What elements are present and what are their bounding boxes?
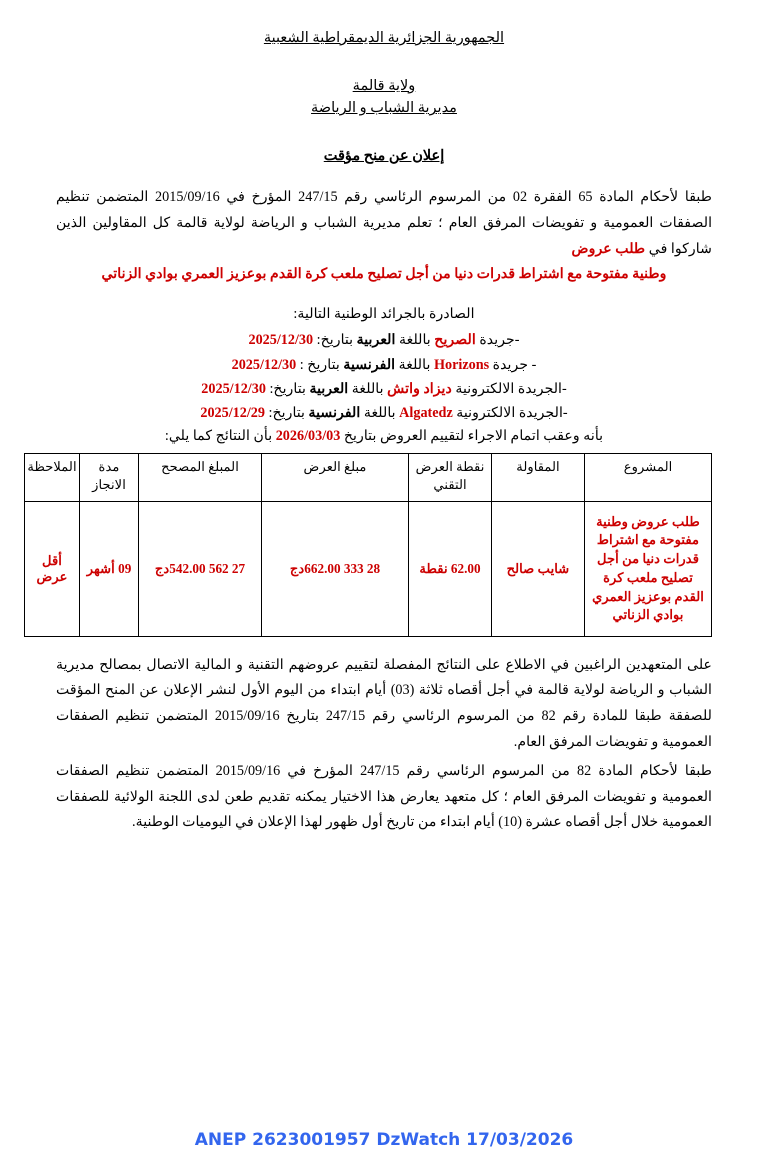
- evaluation-date: 2026/03/03: [275, 427, 341, 444]
- column-header-technical-point: نقطة العرض التقني: [409, 453, 492, 501]
- list-item: [56, 377, 712, 401]
- directorate-line: [56, 97, 712, 119]
- column-header-project: المشروع: [585, 453, 712, 501]
- list-item: [56, 328, 712, 352]
- journals-lead: الصادرة بالجرائد الوطنية التالية:: [293, 305, 475, 322]
- cell-duration: 09 أشهر: [80, 501, 139, 636]
- journal-date: 2025/12/29: [200, 405, 265, 422]
- intro-paragraph: [56, 185, 712, 263]
- journal-date-label: بتاريخ:: [269, 381, 306, 398]
- column-header-corrected-amount: المبلغ المصحح: [139, 453, 262, 501]
- journal-name: Horizons: [433, 356, 490, 373]
- cell-technical-point: 62.00 نقطة: [409, 501, 492, 636]
- column-header-contractor: المقاولة: [492, 453, 585, 501]
- document-page: [0, 30, 768, 1168]
- cell-project: طلب عروض وطنية مفتوحة مع اشتراط قدرات دنيا من أجل تصليح ملعب كرة القدم بوعزيز العمري بوادي الزناتي: [585, 501, 712, 636]
- journal-language: الفرنسية: [308, 405, 361, 422]
- column-header-note: الملاحظة: [25, 453, 80, 501]
- journal-prefix: -الجريدة الالكترونية: [455, 381, 567, 398]
- journal-date: 2025/12/30: [231, 356, 297, 373]
- journal-middle: باللغة: [399, 332, 431, 349]
- journal-prefix: -جريدة: [479, 332, 520, 349]
- journals-list: [56, 302, 712, 426]
- notice-paragraph-2: طبقا لأحكام المادة 82 من المرسوم الرئاسي رقم 247/15 المؤرخ في 2015/09/16 المتضمن تنظيم الصفقات العمومية و تفويضات المرفق العام ؛ كل متعهد يعارض هذا الاختيار يمكنه تقديم طعن لدى اللجنة الولائية للصفقات العمومية خلال أجل أقصاه عشرة (10) أيام ابتداء من تاريخ أول ظهور لهذا الإعلان في اليوميات الوطنية.: [56, 763, 713, 831]
- journal-language: العربية: [356, 332, 396, 349]
- column-header-offer-amount: مبلغ العرض: [262, 453, 409, 501]
- cell-corrected-amount: 27 562 542.00دج: [139, 501, 262, 636]
- column-header-duration: مدة الانجاز: [80, 453, 139, 501]
- table-header-row: [25, 453, 712, 501]
- journal-middle: باللغة: [398, 356, 431, 373]
- table-row: [25, 501, 712, 636]
- evaluation-line: [56, 428, 712, 445]
- intro-line-2-red: طلب عروض: [571, 240, 646, 257]
- journal-date-label: بتاريخ:: [268, 405, 305, 422]
- page-title: [56, 148, 712, 165]
- list-item: [56, 401, 712, 425]
- cell-contractor: شايب صالح: [492, 501, 585, 636]
- notice-paragraph-1: على المتعهدين الراغبين في الاطلاع على النتائج المفصلة لتقييم عروضهم التقنية و المالية الاتصال بمصالح مديرية الشباب و الرياضة لولاية قالمة في أجل أقصاه ثلاثة (03) أيام ابتداء من اليوم الأول لنشر الإعلان عن المنح المؤقت للصفقة طبقا للمادة رقم 82 من المرسوم الرئاسي رقم 247/15 بتاريخ 2015/09/16 المتضمن تنظيم الصفقات العمومية و تفويضات المرفق العام.: [56, 656, 712, 750]
- journal-middle: باللغة: [351, 381, 384, 398]
- directorate-text: مديرية الشباب و الرياضة: [311, 100, 457, 117]
- list-item: [56, 353, 712, 377]
- journal-name: ديزاد واتش: [387, 381, 452, 398]
- journal-prefix: -الجريدة الالكترونية: [456, 405, 568, 422]
- journal-date-label: بتاريخ:: [316, 332, 354, 349]
- journal-language: العربية: [309, 381, 349, 398]
- evaluation-suffix: بأن النتائج كما يلي:: [164, 427, 273, 444]
- intro-highlight-line: [56, 262, 712, 287]
- journal-date-label: بتاريخ :: [299, 356, 340, 373]
- issuer-block: [56, 75, 712, 120]
- journal-date: 2025/12/30: [248, 332, 314, 349]
- evaluation-prefix: بأنه وعقب اتمام الاجراء لتقييم العروض بتاريخ: [343, 427, 604, 444]
- intro-line-1: طبقا لأحكام المادة 65 الفقرة 02 من المرسوم الرئاسي رقم 247/15 المؤرخ في 2015/09/16 المتضمن تنظيم الصفقات: [56, 188, 713, 231]
- journal-prefix: - جريدة: [492, 356, 537, 373]
- journal-name: الصريح: [434, 332, 476, 349]
- journal-middle: باللغة: [363, 405, 396, 422]
- results-table: [24, 453, 712, 637]
- republic-heading: [56, 30, 712, 47]
- intro-line-3-red: وطنية مفتوحة مع اشتراط قدرات دنيا من أجل تصليح ملعب كرة القدم بوعزيز العمري بوادي الزناتي: [101, 266, 667, 283]
- republic-heading-text: الجمهورية الجزائرية الديمقراطية الشعبية: [263, 30, 505, 46]
- cell-offer-amount: 28 333 662.00دج: [262, 501, 409, 636]
- journal-name: Algatedz: [399, 405, 453, 422]
- anep-reference: ANEP 2623001957 DzWatch 17/03/2026: [194, 1130, 574, 1150]
- results-table-body: [25, 501, 712, 636]
- wilaya-text: ولاية قالمة: [352, 78, 416, 94]
- cell-note: أقل عرض: [25, 501, 80, 636]
- journal-language: الفرنسية: [343, 356, 396, 373]
- journal-date: 2025/12/30: [201, 381, 266, 398]
- page-title-text: إعلان عن منح مؤقت: [323, 147, 445, 164]
- wilaya-line: [56, 75, 712, 97]
- results-table-head: [25, 453, 712, 501]
- intro-line-2-black: العمومية و تفويضات المرفق العام ؛ تعلم مديرية الشباب و الرياضة لولاية قالمة كل المقاولين الذين شاركوا في: [56, 214, 712, 257]
- anep-footer: [0, 1130, 768, 1150]
